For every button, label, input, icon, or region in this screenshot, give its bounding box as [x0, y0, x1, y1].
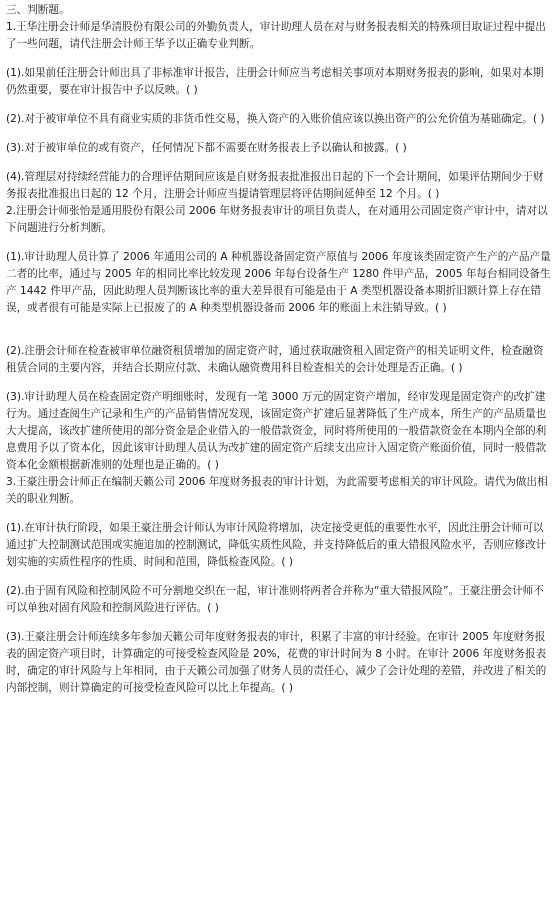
question-1-stem: 1.王华注册会计师是华清股份有限公司的外勤负责人，审计助理人员在对与财务报表相关的特殊项目取证过程中提出了一些问题，请代注册会计师王华予以正确专业判断。 [6, 21, 546, 50]
question-2-item-3: (3).审计助理人员在检查固定资产明细账时，发现有一笔 3000 万元的固定资产增加，经审发现是固定资产的改扩建行为。通过查阅生产记录和生产的产品销售情况发现，该固定资产扩建后显著降低了生产成本，所生产的产品质量也大大提高，该改扩建所使用的部分资金是企业借入的一般借款资金，同时将所使用的一般借款资金在本期内全部的利息费用予以了资本化，因此该审计助理人员认为改扩建的固定资产后续支出应计入固定资产账面价值，同时一般借款资本化金额根据新准则的处理也是正确的。( ) [6, 391, 547, 471]
question-3-stem: 3.王豪注册会计师正在编制天籁公司 2006 年度财务报表的审计计划，为此需要考虑相关的审计风险。请代为做出相关的职业判断。 [6, 476, 548, 505]
question-3-item-3: (3).王豪注册会计师连续多年参加天籁公司年度财务报表的审计，积累了丰富的审计经验。在审计 2005 年度财务报表的固定资产项目时，计算确定的可接受检查风险是 20%，花费的审计时间为 8 小时。在审计 2006 年度财务报表时，确定的审计风险与上年相同，由于天籁公司加强了财务人员的责任心，减少了会计处理的差错，并改进了相关的内部控制，则计算确定的可接受检查风险可以比上年提高。( ) [6, 631, 547, 694]
question-3-item-2: (2).由于固有风险和控制风险不可分割地交织在一起，审计准则将两者合并称为“重大错报风险”。王豪注册会计师不可以单独对固有风险和控制风险进行评估。( ) [6, 585, 544, 614]
section-title: 三、判断题。 [6, 4, 70, 16]
question-2-item-1: (1).审计助理人员计算了 2006 年通用公司的 A 种机器设备固定资产原值与 2006 年度该类固定资产生产的产品产量二者的比率，通过与 2005 年的相同比率比较发现 2006 年每台设备生产 1280 件甲产品，2005 年每台相同设备生产 1442 件甲产品，因此助理人员判断该比率的重大差异很有可能是由于 A 类型机器设备本期折旧额计算上存在错误，或者很有可能是实际上已报废了的 A 种类型机器设备而 2006 年的账面上未注销导致。( ) [6, 251, 551, 314]
question-1-item-3: (3).对于被审单位的或有资产，任何情况下都不需要在财务报表上予以确认和披露。( ) [6, 142, 407, 154]
question-1-item-1: (1).如果前任注册会计师出具了非标准审计报告，注册会计师应当考虑相关事项对本期财务报表的影响，如果对本期仍然重要，要在审计报告中予以反映。( ) [6, 67, 544, 96]
question-1-item-2: (2).对于被审单位不具有商业实质的非货币性交易，换入资产的入账价值应该以换出资产的公允价值为基础确定。( ) [6, 113, 545, 125]
question-3-item-1: (1).在审计执行阶段，如果王豪注册会计师认为审计风险将增加，决定接受更低的重要性水平，因此注册会计师可以通过扩大控制测试范围或实施追加的控制测试，降低实质性风险，并支持降低后的重大错报风险水平，否则应修改计划实施的实质性程序的性质、时间和范围，降低检查风险。( ) [6, 522, 547, 568]
question-2-stem: 2.注册会计师张怡是通用股份有限公司 2006 年财务报表审计的项目负责人，在对通用公司固定资产审计中，请对以下问题进行分析判断。 [6, 205, 548, 234]
question-2-item-2: (2).注册会计师在检查被审单位融资租赁增加的固定资产时，通过获取融资租入固定资产的相关证明文件，检查融资租赁合同的主要内容，并结合长期应付款、未确认融资费用科目检查相关的会计处理是否正确。( ) [6, 345, 544, 374]
question-1-item-4: (4).管理层对持续经营能力的合理评估期间应该是自财务报表批准报出日起的下一个会计期间，如果评估期间少于财务报表批准报出日起的 12 个月，注册会计师应当提请管理层将评估期间延伸至 12 个月。( ) [6, 171, 544, 200]
